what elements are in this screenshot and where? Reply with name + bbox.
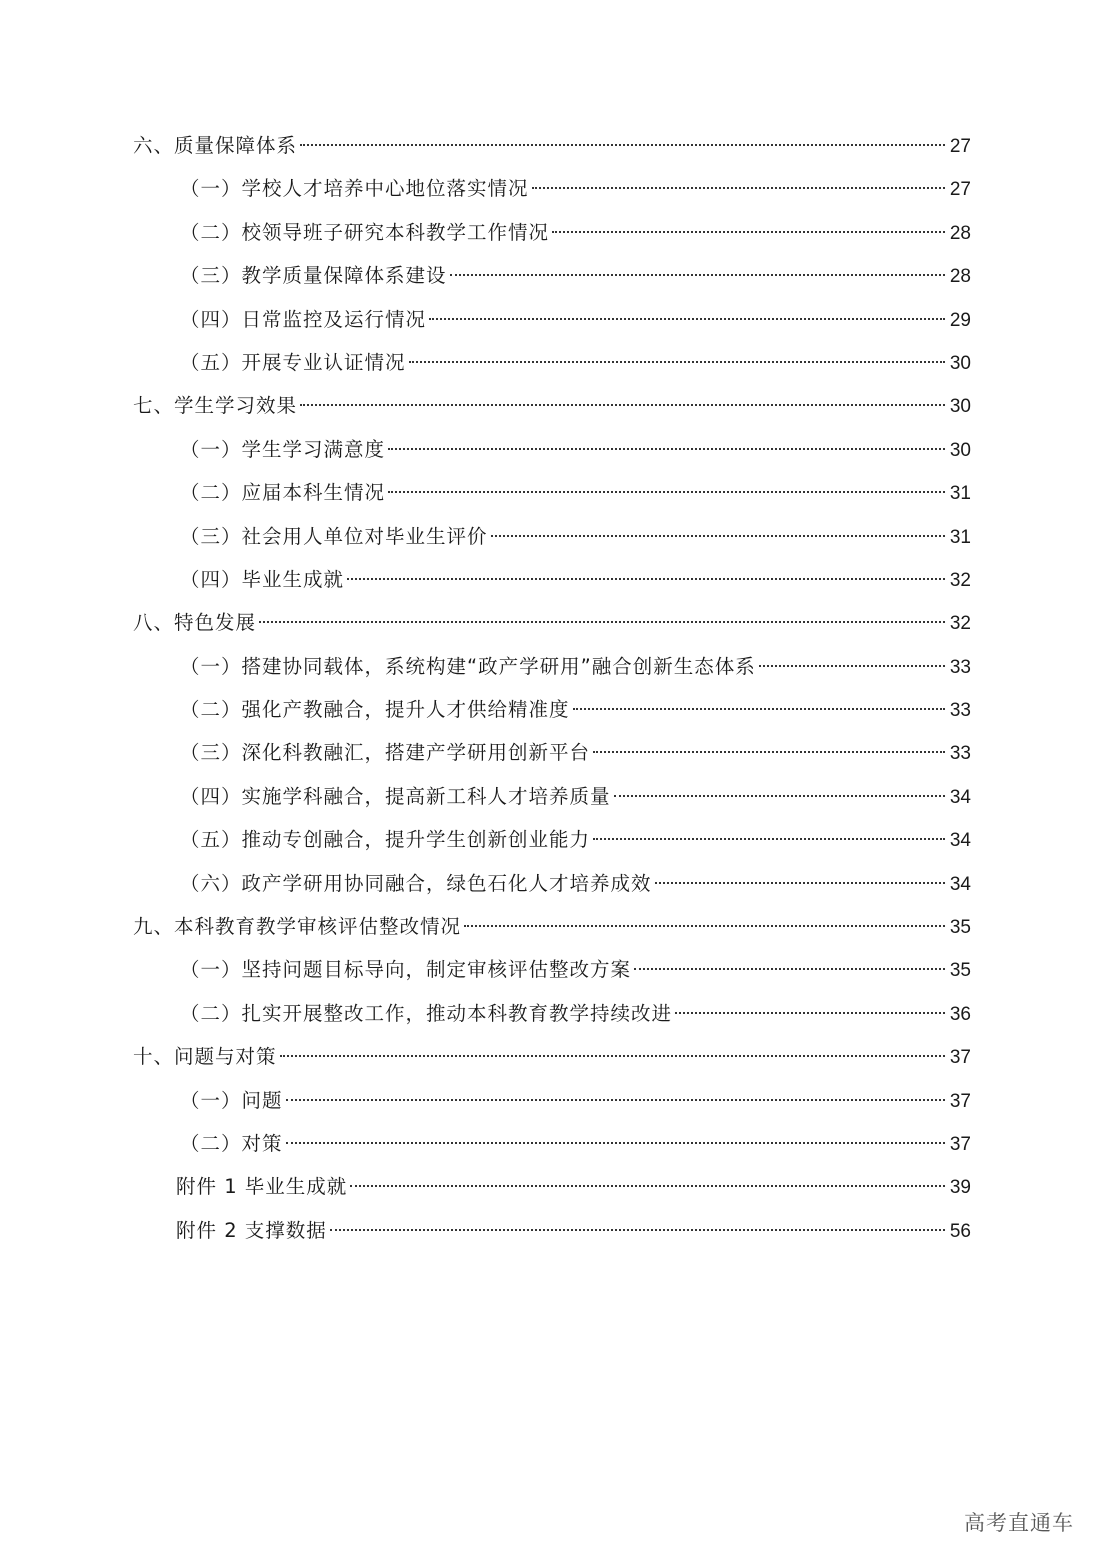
toc-page-number: 37 xyxy=(949,1133,971,1155)
table-of-contents xyxy=(133,124,971,1252)
toc-page-number: 35 xyxy=(949,960,971,982)
toc-entry-title: 附件 2 支撑数据 xyxy=(176,1218,327,1242)
toc-dot-leader xyxy=(286,1142,945,1144)
toc-dot-leader xyxy=(388,491,945,493)
toc-page-number: 37 xyxy=(949,1047,971,1069)
toc-entry[interactable] xyxy=(133,1122,971,1165)
toc-entry-title: （二）强化产教融合，提升人才供给精准度 xyxy=(180,698,570,722)
toc-entry[interactable] xyxy=(133,818,971,861)
toc-page-number: 39 xyxy=(949,1177,971,1199)
toc-entry-title: （三）教学质量保障体系建设 xyxy=(180,264,447,288)
toc-dot-leader xyxy=(491,535,945,537)
toc-entry[interactable] xyxy=(133,645,971,688)
toc-entry-title: （五）推动专创融合，提升学生创新创业能力 xyxy=(180,828,591,852)
toc-dot-leader xyxy=(464,925,945,927)
toc-entry-title: 八、特色发展 xyxy=(133,611,257,635)
toc-entry[interactable] xyxy=(133,601,971,644)
toc-dot-leader xyxy=(388,448,945,450)
toc-entry-title: （四）实施学科融合，提高新工科人才培养质量 xyxy=(180,784,611,808)
toc-entry[interactable] xyxy=(133,298,971,341)
toc-entry[interactable] xyxy=(133,731,971,774)
toc-entry-title: 七、学生学习效果 xyxy=(133,394,298,418)
toc-entry[interactable] xyxy=(133,211,971,254)
toc-entry[interactable] xyxy=(133,775,971,818)
toc-entry[interactable] xyxy=(133,1165,971,1208)
toc-entry-title: （一）学生学习满意度 xyxy=(180,437,386,461)
toc-page-number: 35 xyxy=(949,917,971,939)
toc-entry[interactable] xyxy=(133,384,971,427)
toc-entry-title: （二）扎实开展整改工作，推动本科教育教学持续改进 xyxy=(180,1001,673,1025)
toc-dot-leader xyxy=(634,968,945,970)
toc-page-number: 36 xyxy=(949,1003,971,1025)
toc-dot-leader xyxy=(655,882,945,884)
toc-dot-leader xyxy=(330,1229,945,1231)
toc-page-number: 56 xyxy=(949,1220,971,1242)
toc-entry-title: 六、质量保障体系 xyxy=(133,134,298,157)
toc-entry[interactable] xyxy=(133,1079,971,1122)
toc-page-number: 32 xyxy=(949,613,971,635)
toc-entry-title: 附件 1 毕业生成就 xyxy=(176,1175,348,1199)
toc-page-number: 33 xyxy=(949,656,971,678)
toc-entry-title: （一）坚持问题目标导向，制定审核评估整改方案 xyxy=(180,958,632,982)
toc-entry[interactable] xyxy=(133,254,971,297)
toc-entry[interactable] xyxy=(133,905,971,948)
toc-dot-leader xyxy=(300,144,945,146)
toc-dot-leader xyxy=(409,361,945,363)
toc-page-number: 27 xyxy=(949,179,971,201)
toc-dot-leader xyxy=(573,708,945,710)
toc-dot-leader xyxy=(450,274,945,276)
toc-page-number: 33 xyxy=(949,700,971,722)
toc-entry[interactable] xyxy=(133,558,971,601)
toc-entry-title: （二）对策 xyxy=(180,1131,283,1155)
toc-entry[interactable] xyxy=(133,948,971,991)
toc-dot-leader xyxy=(614,795,945,797)
toc-entry-title: （三）深化科教融汇，搭建产学研用创新平台 xyxy=(180,741,591,765)
toc-entry-title: （一）学校人才培养中心地位落实情况 xyxy=(180,177,529,201)
toc-entry[interactable] xyxy=(133,862,971,905)
toc-entry[interactable] xyxy=(133,124,971,167)
toc-entry[interactable] xyxy=(133,1209,971,1252)
toc-dot-leader xyxy=(532,187,945,189)
toc-entry-title: 九、本科教育教学审核评估整改情况 xyxy=(133,915,462,939)
toc-dot-leader xyxy=(552,231,945,233)
toc-entry[interactable] xyxy=(133,341,971,384)
toc-entry-title: （一）搭建协同载体，系统构建“政产学研用”融合创新生态体系 xyxy=(180,654,756,678)
toc-entry[interactable] xyxy=(133,515,971,558)
toc-page-number: 37 xyxy=(949,1090,971,1112)
toc-page-number: 28 xyxy=(949,266,971,288)
toc-entry-title: （一）问题 xyxy=(180,1088,283,1112)
toc-entry-title: 十、问题与对策 xyxy=(133,1045,277,1069)
toc-dot-leader xyxy=(286,1099,945,1101)
toc-dot-leader xyxy=(759,665,945,667)
toc-dot-leader xyxy=(675,1012,945,1014)
toc-page-number: 31 xyxy=(949,526,971,548)
toc-dot-leader xyxy=(429,318,945,320)
toc-page-number: 34 xyxy=(949,786,971,808)
toc-dot-leader xyxy=(300,404,945,406)
toc-page-number: 29 xyxy=(949,309,971,331)
toc-dot-leader xyxy=(347,578,945,580)
toc-entry-title: （四）日常监控及运行情况 xyxy=(180,307,427,331)
toc-page-number: 31 xyxy=(949,483,971,505)
toc-entry[interactable] xyxy=(133,428,971,471)
toc-dot-leader xyxy=(350,1185,945,1187)
toc-page-number: 28 xyxy=(949,222,971,244)
toc-page-number: 33 xyxy=(949,743,971,765)
toc-page-number: 30 xyxy=(949,439,971,461)
toc-dot-leader xyxy=(593,838,945,840)
toc-entry[interactable] xyxy=(133,1035,971,1078)
toc-dot-leader xyxy=(593,751,945,753)
toc-entry[interactable] xyxy=(133,688,971,731)
toc-entry-title: （四）毕业生成就 xyxy=(180,567,345,591)
toc-entry-title: （六）政产学研用协同融合，绿色石化人才培养成效 xyxy=(180,871,652,895)
watermark-text: 高考直通车 xyxy=(964,1511,1074,1535)
toc-entry[interactable] xyxy=(133,471,971,514)
toc-page-number: 30 xyxy=(949,396,971,418)
toc-entry-title: （五）开展专业认证情况 xyxy=(180,350,406,374)
toc-entry-title: （二）应届本科生情况 xyxy=(180,481,386,505)
toc-entry[interactable] xyxy=(133,167,971,210)
toc-dot-leader xyxy=(280,1055,945,1057)
toc-page-number: 34 xyxy=(949,873,971,895)
toc-dot-leader xyxy=(259,621,945,623)
toc-page-number: 27 xyxy=(949,136,971,157)
toc-entry-title: （二）校领导班子研究本科教学工作情况 xyxy=(180,220,550,244)
toc-page-number: 30 xyxy=(949,352,971,374)
toc-page-number: 32 xyxy=(949,569,971,591)
toc-entry[interactable] xyxy=(133,992,971,1035)
toc-page-number: 34 xyxy=(949,830,971,852)
toc-entry-title: （三）社会用人单位对毕业生评价 xyxy=(180,524,488,548)
